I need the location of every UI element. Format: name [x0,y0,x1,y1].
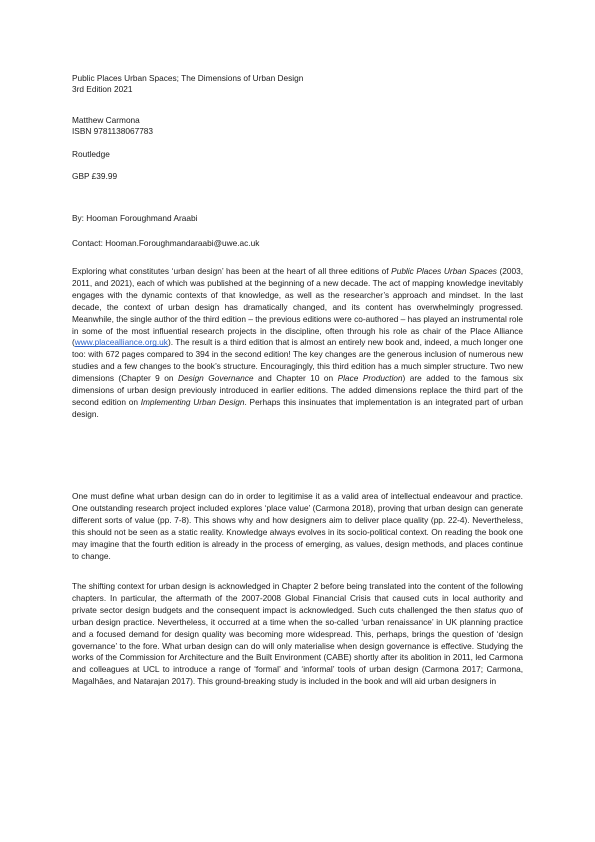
author-details [72,115,153,138]
p3-text-2: of urban design practice. Nevertheless, it occurred at a time when the so-called ‘urban renaissance’ in UK planning practice and a focused demand for design quality was becoming more widespread. This, perhaps, brings the question of ‘design governance’ to the fore. What urban design can do will only materialise when design governance is effective. Studying the works of the Commission for Architecture and the Built Environment (CABE) shortly after its abolition in 2011, led Carmona and colleagues at UCL to introduce a range of ‘formal’ and ‘informal’ tools of urban design (Carmona 2017; Carmona, Magalhães, and Natarajan 2017). This ground-breaking study is included in the book and will aid urban designers in [72,604,523,687]
place-alliance-link[interactable]: www.placealliance.org.uk [74,337,168,348]
book-details [72,73,303,96]
p1-text-1: Exploring what constitutes ‘urban design’ has been at the heart of all three editions of [72,266,392,276]
paragraph-3 [72,581,523,688]
p2-text: One must define what urban design can do in order to legitimise it as a valid area of intellectual endeavour and practice. One outstanding research project included explores ‘place value’ (Carmona 2018), proving that urban design can generate different sorts of value (pp. 7-8). This shows why and how designers aim to deliver place quality (pp. 22-4). Nevertheless, this should not be seen as a static reality. Knowledge always evolves in its socio-political context. On reading the book one may imagine that the fourth edition is already in the process of emerging, as values, design methods, and places continue to change. [72,491,523,561]
reviewer-details [72,213,197,224]
paragraph-2 [72,491,523,562]
reviewer-name: By: Hooman Foroughmand Araabi [72,213,198,223]
p1-italic-place-production: Place Production [337,373,403,384]
book-edition: 3rd Edition 2021 [72,84,133,95]
paragraph-1 [72,266,523,421]
book-publisher: Routledge [72,149,110,159]
book-author: Matthew Carmona [72,115,140,125]
p1-italic-book-title: Public Places Urban Spaces [391,266,497,276]
p1-italic-design-governance: Design Governance [177,373,254,384]
reviewer-contact: Contact: Hooman.Foroughmandaraabi@uwe.ac.uk [72,238,260,248]
p1-italic-implementing: Implementing Urban Design [140,396,245,407]
book-title: Public Places Urban Spaces; The Dimensions of Urban Design [72,73,304,83]
p1-text-2: (2003, 2011, and 2021), each of which was published at the beginning of a new decade. The act of mapping knowledge inevitably engages with the dynamic contexts of that knowledge, as well as the researcher’s approach and mindset. In the last decade, the context of urban design has dramatically changed, and its content has overwhelmingly progressed. Meanwhile, the single author of the third edition – the previous editions were co-authored – has played an instrumental role in some of the most influential research projects in the discipline, often through his role as chair of the Place Alliance ( [72,266,524,348]
p1-text-5: ) are added to the famous six dimensions of urban design previously introduced in earlier editions. The added dimensions replace the third part of the second edition on [72,373,523,407]
p1-text-6: . Perhaps this insinuates that implementation is an integrated part of urban design. [72,396,523,419]
p1-text-4: and Chapter 10 on [253,373,338,384]
publisher-details [72,149,110,160]
price-details [72,171,117,182]
contact-details [72,238,259,249]
p3-text-1: The shifting context for urban design is acknowledged in Chapter 2 before being translated into the content of the following chapters. In particular, the aftermath of the 2007-2008 Global Financial Crisis that caused cuts in local authority and private sector design budgets and the consequent impact is acknowledged. Such cuts challenged the then [72,581,523,615]
book-price: GBP £39.99 [72,171,118,181]
p1-text-3: ). The result is a third edition that is almost an entirely new book and, indeed, a much longer one too: with 672 pages compared to 394 in the second edition! The key changes are the generous inclusion of numerous new studies and a few changes to the book’s structure. Encouragingly, this third edition has a much simpler structure. Two new dimensions (Chapter 9 on [72,337,523,384]
p3-italic-status-quo: status quo [474,604,514,615]
book-isbn: ISBN 9781138067783 [72,126,154,137]
